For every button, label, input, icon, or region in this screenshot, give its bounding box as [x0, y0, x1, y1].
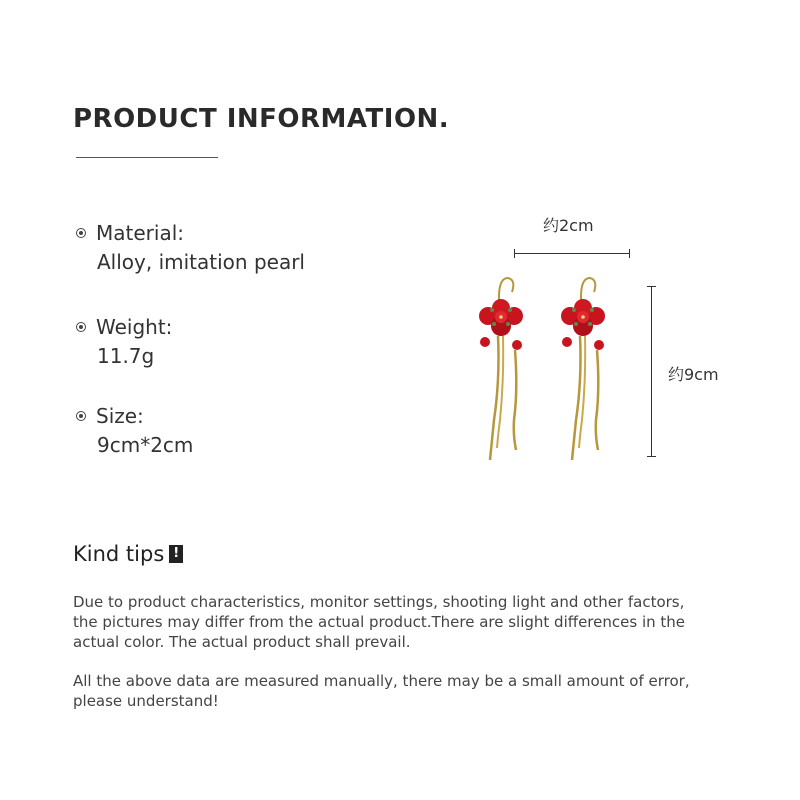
tips-paragraph: Due to product characteristics, monitor settings, shooting light and other factors, the pictures may differ from the actual product.There are slight differences in the actual color. The actual product shall prevail.: [73, 593, 685, 651]
bullet-icon: [76, 411, 86, 421]
title-underline: [76, 157, 218, 158]
width-dimension-label: 约2cm: [543, 216, 594, 235]
bullet-icon: [76, 322, 86, 332]
spec-value: Alloy, imitation pearl: [97, 250, 305, 274]
earrings-product-image: [470, 270, 630, 470]
tips-paragraph: All the above data are measured manually, there may be a small amount of error, please understand!: [73, 672, 690, 710]
kind-tips-label: Kind tips: [73, 542, 165, 566]
spec-size: [76, 403, 193, 457]
spec-label: Weight:: [96, 315, 173, 339]
spec-label: Size:: [96, 404, 144, 428]
spec-material: [76, 220, 305, 274]
spec-label: Material:: [96, 221, 184, 245]
exclamation-icon: !: [169, 545, 183, 563]
page-title: PRODUCT INFORMATION.: [73, 104, 450, 134]
spec-value: 11.7g: [97, 344, 155, 368]
kind-tips-heading: [73, 542, 183, 566]
bullet-icon: [76, 228, 86, 238]
width-dimension-line: [514, 253, 630, 254]
spec-weight: [76, 314, 172, 368]
height-dimension-line: [651, 286, 652, 457]
height-dimension-label: 约9cm: [668, 365, 719, 384]
spec-value: 9cm*2cm: [97, 433, 194, 457]
